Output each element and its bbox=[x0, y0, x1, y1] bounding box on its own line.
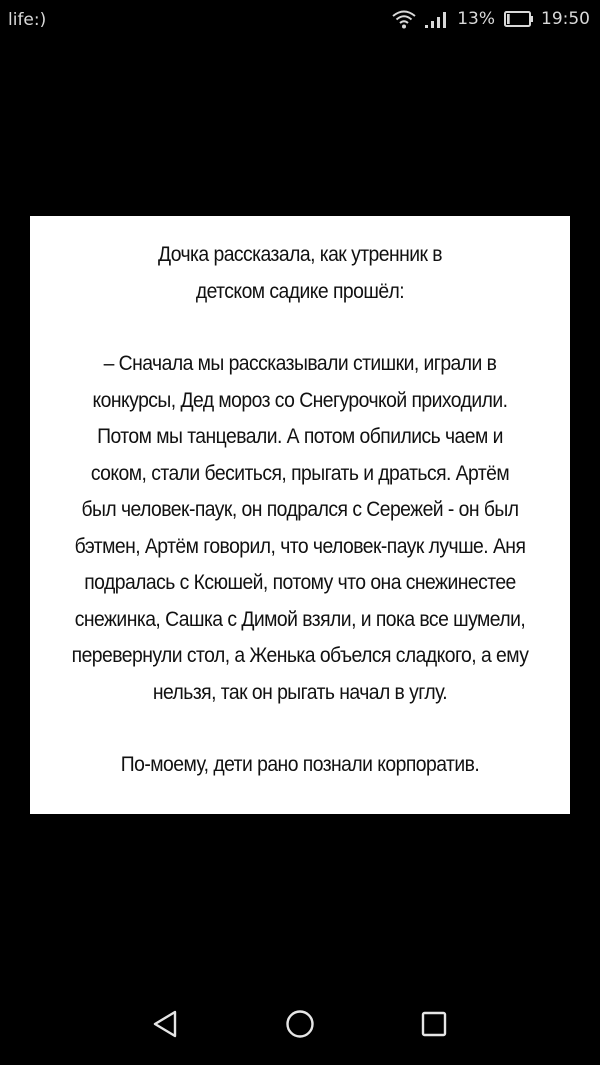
text-line: был человек-паук, он подрался с Сережей - он был bbox=[81, 497, 519, 521]
battery-icon bbox=[502, 11, 534, 27]
carrier-name: life:) bbox=[8, 10, 47, 30]
text-line: – Сначала мы рассказывали стишки, играли в bbox=[103, 351, 497, 375]
text-line: подралась с Ксюшей, потому что она снежинестее bbox=[84, 570, 516, 594]
clock: 19:50 bbox=[541, 9, 590, 29]
recents-square-icon bbox=[419, 1009, 449, 1039]
status-indicators bbox=[391, 9, 590, 29]
battery-percent: 13% bbox=[457, 9, 495, 29]
text-line: Дочка рассказала, как утренник в bbox=[157, 242, 443, 266]
story-paragraph bbox=[30, 345, 570, 710]
wifi-icon bbox=[391, 9, 417, 29]
intro-paragraph bbox=[30, 216, 570, 309]
text-line: По-моему, дети рано познали корпоратив. bbox=[120, 752, 480, 776]
conclusion-paragraph bbox=[30, 746, 570, 783]
text-line: детском садике прошёл: bbox=[195, 278, 405, 303]
signal-icon bbox=[424, 10, 450, 28]
back-triangle-icon bbox=[150, 1008, 180, 1040]
text-line: соком, стали беситься, прыгать и драться. Артём bbox=[90, 460, 510, 485]
text-line: конкурсы, Дед мороз со Снегурочкой приходили. bbox=[92, 387, 508, 412]
back-button[interactable] bbox=[140, 999, 190, 1049]
text-line: снежинка, Сашка с Димой взяли, и пока все шумели, bbox=[74, 606, 526, 631]
post-card bbox=[30, 216, 570, 814]
home-button[interactable] bbox=[275, 999, 325, 1049]
status-bar bbox=[0, 0, 600, 44]
text-line: перевернули стол, а Женька объелся сладкого, а ему bbox=[71, 643, 529, 667]
text-line: Потом мы танцевали. А потом обпились чаем и bbox=[97, 424, 503, 448]
navigation-bar bbox=[0, 985, 600, 1065]
text-line: нельзя, так он рыгать начал в углу. bbox=[152, 679, 448, 704]
recents-button[interactable] bbox=[409, 999, 459, 1049]
text-line: бэтмен, Артём говорил, что человек-паук лучше. Аня bbox=[74, 533, 526, 558]
home-circle-icon bbox=[284, 1008, 316, 1040]
battery-fill bbox=[507, 14, 510, 24]
